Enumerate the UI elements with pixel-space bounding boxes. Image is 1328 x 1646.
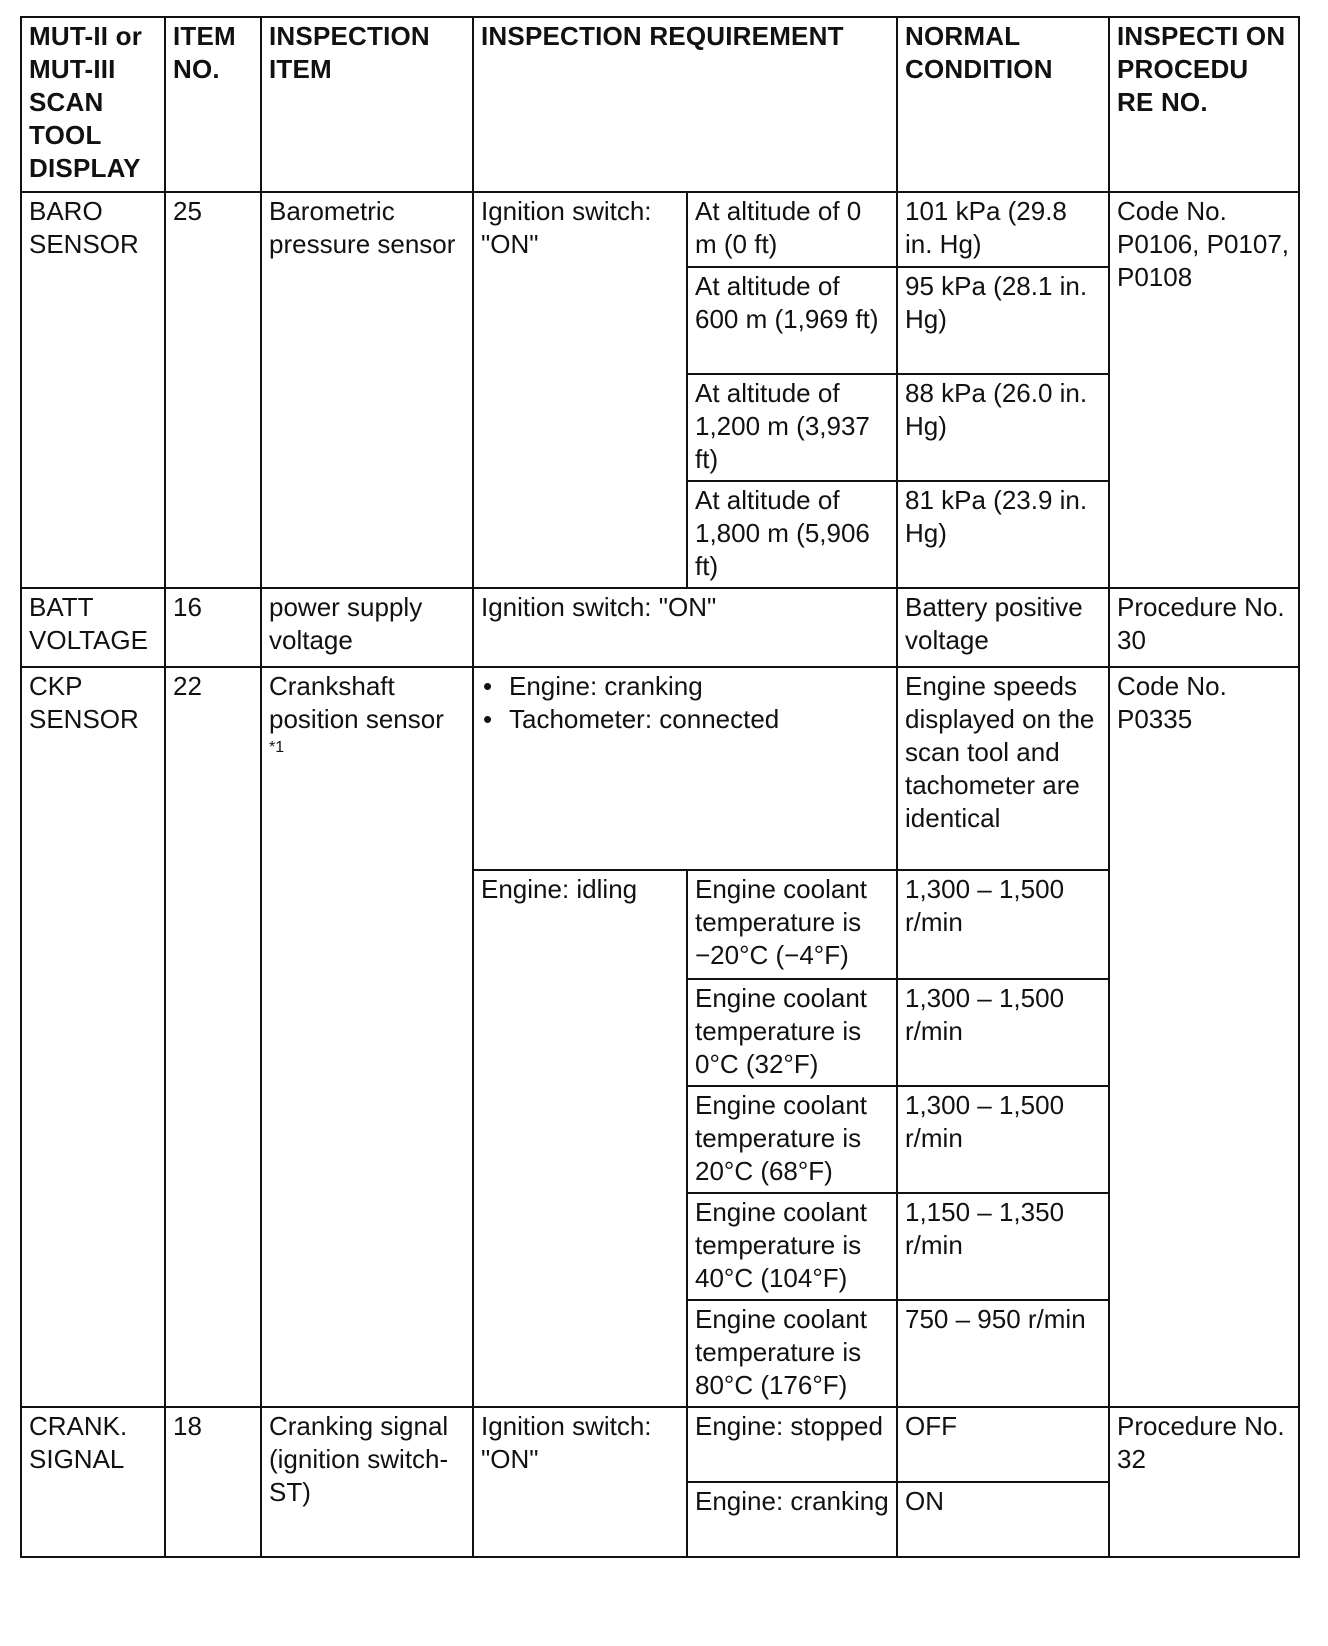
header-inspection-item: INSPECTION ITEM: [261, 17, 473, 192]
ckp-normal: 1,150 – 1,350 r/min: [897, 1193, 1109, 1300]
crank-item: Cranking signal (ignition switch-ST): [261, 1407, 473, 1557]
header-requirement: INSPECTION REQUIREMENT: [473, 17, 897, 192]
ckp-condition: Engine coolant temperature is 0°C (32°F): [687, 979, 897, 1086]
ckp-condition: Engine coolant temperature is 40°C (104°F): [687, 1193, 897, 1300]
inspection-table: [20, 16, 1300, 1558]
batt-normal: Battery positive voltage: [897, 588, 1109, 667]
header-display: MUT-II or MUT-III SCAN TOOL DISPLAY: [21, 17, 165, 192]
crank-condition: Engine: cranking: [687, 1482, 897, 1557]
baro-item-no: 25: [165, 192, 261, 588]
ckp-condition: Engine coolant temperature is 20°C (68°F): [687, 1086, 897, 1193]
baro-normal: 95 kPa (28.1 in. Hg): [897, 267, 1109, 374]
header-procedure-no: INSPECTI ON PROCEDU RE NO.: [1109, 17, 1299, 192]
list-item: • Tachometer: connected: [509, 703, 889, 736]
crank-normal: ON: [897, 1482, 1109, 1557]
ckp-condition: Engine coolant temperature is −20°C (−4°F): [687, 870, 897, 979]
baro-item: Barometric pressure sensor: [261, 192, 473, 588]
ckp-normal: 1,300 – 1,500 r/min: [897, 979, 1109, 1086]
baro-normal: 88 kPa (26.0 in. Hg): [897, 374, 1109, 481]
crank-requirement: Ignition switch: "ON": [473, 1407, 687, 1557]
batt-requirement: Ignition switch: "ON": [473, 588, 897, 667]
ckp-item-note: *1: [269, 739, 285, 756]
table-row: [21, 1407, 1299, 1482]
batt-item-no: 16: [165, 588, 261, 667]
table-row: [21, 667, 1299, 870]
ckp-bullet-list: [481, 670, 889, 736]
batt-item: power supply voltage: [261, 588, 473, 667]
crank-normal: OFF: [897, 1407, 1109, 1482]
table-row: [21, 192, 1299, 267]
batt-procedure: Procedure No. 30: [1109, 588, 1299, 667]
ckp-item-no: 22: [165, 667, 261, 1407]
ckp-bullets: [473, 667, 897, 870]
list-item: • Engine: cranking: [509, 670, 889, 703]
baro-requirement: Ignition switch: "ON": [473, 192, 687, 588]
header-item-no: ITEM NO.: [165, 17, 261, 192]
baro-condition: At altitude of 1,800 m (5,906 ft): [687, 481, 897, 588]
crank-condition: Engine: stopped: [687, 1407, 897, 1482]
ckp-bullets-normal: Engine speeds displayed on the scan tool and tachometer are identical: [897, 667, 1109, 870]
table-row: [21, 588, 1299, 667]
crank-item-no: 18: [165, 1407, 261, 1557]
header-normal-condition: NORMAL CONDITION: [897, 17, 1109, 192]
ckp-display: CKP SENSOR: [21, 667, 165, 1407]
ckp-normal: 1,300 – 1,500 r/min: [897, 1086, 1109, 1193]
ckp-item: [261, 667, 473, 1407]
crank-display: CRANK. SIGNAL: [21, 1407, 165, 1557]
ckp-idle-label: Engine: idling: [473, 870, 687, 1407]
ckp-normal: 750 – 950 r/min: [897, 1300, 1109, 1407]
ckp-item-text: Crankshaft position sensor: [269, 671, 444, 734]
baro-condition: At altitude of 0 m (0 ft): [687, 192, 897, 267]
batt-display: BATT VOLTAGE: [21, 588, 165, 667]
baro-condition: At altitude of 600 m (1,969 ft): [687, 267, 897, 374]
ckp-condition: Engine coolant temperature is 80°C (176°F): [687, 1300, 897, 1407]
baro-display: BARO SENSOR: [21, 192, 165, 588]
baro-normal: 101 kPa (29.8 in. Hg): [897, 192, 1109, 267]
baro-normal: 81 kPa (23.9 in. Hg): [897, 481, 1109, 588]
ckp-procedure: Code No. P0335: [1109, 667, 1299, 1407]
header-row: [21, 17, 1299, 192]
baro-procedure: Code No. P0106, P0107, P0108: [1109, 192, 1299, 588]
crank-procedure: Procedure No. 32: [1109, 1407, 1299, 1557]
baro-condition: At altitude of 1,200 m (3,937 ft): [687, 374, 897, 481]
ckp-normal: 1,300 – 1,500 r/min: [897, 870, 1109, 979]
